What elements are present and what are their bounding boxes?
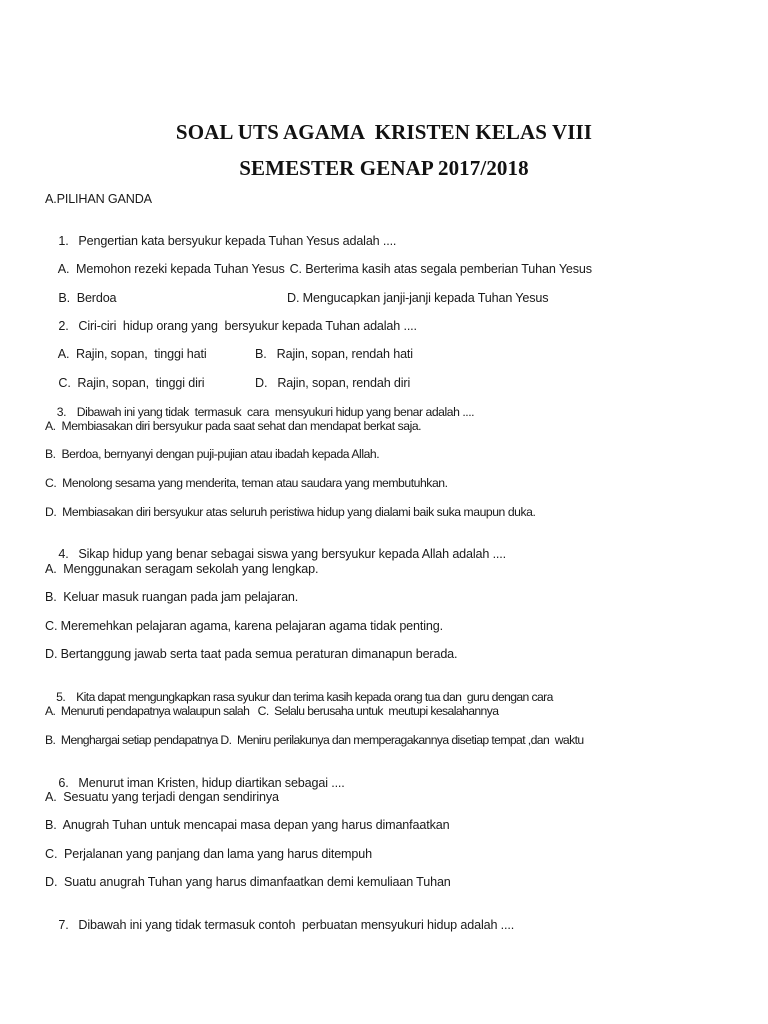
option-c: C. Menolong sesama yang menderita, teman atau saudara yang membutuhkan. <box>45 476 448 490</box>
option-a: A. Rajin, sopan, tinggi hati <box>57 347 207 361</box>
question-text: Pengertian kata bersyukur kepada Tuhan Yesus adalah .... <box>78 234 397 248</box>
question-text: Ciri-ciri hidup orang yang bersyukur kepada Tuhan adalah .... <box>78 319 417 333</box>
option-c: C. Perjalanan yang panjang dan lama yang harus ditempuh <box>45 847 372 861</box>
question-number: 3. <box>56 405 67 419</box>
option-b: B. Keluar masuk ruangan pada jam pelajaran. <box>45 590 299 604</box>
question-text: Menurut iman Kristen, hidup diartikan sebagai .... <box>78 776 345 790</box>
option-b: B. Berdoa, bernyanyi dengan puji-pujian atau ibadah kepada Allah. <box>45 447 380 461</box>
document-subtitle: SEMESTER GENAP 2017/2018 <box>239 156 529 180</box>
option-b: B. Berdoa <box>58 291 117 305</box>
option-d: D. Bertanggung jawab serta taat pada semua peraturan dimanapun berada. <box>45 647 458 661</box>
question-text: Kita dapat mengungkapkan rasa syukur dan terima kasih kepada orang tua dan guru dengan cara <box>76 690 553 704</box>
option-row-b-d: B. Menghargai setiap pendapatnya D. Meniru perilakunya dan memperagakannya disetiap tempat ,dan waktu <box>45 733 584 747</box>
option-b: B. Rajin, sopan, rendah hati <box>255 347 413 361</box>
question-number: 1. <box>58 234 69 248</box>
option-c: C. Meremehkan pelajaran agama, karena pelajaran agama tidak penting. <box>45 619 443 633</box>
question-number: 4. <box>58 547 69 561</box>
question-number: 2. <box>58 319 69 333</box>
option-d: D. Mengucapkan janji-janji kepada Tuhan Yesus <box>287 291 549 305</box>
question-number: 6. <box>58 776 69 790</box>
option-c: C. Rajin, sopan, tinggi diri <box>58 376 205 390</box>
option-c: C. Berterima kasih atas segala pemberian Tuhan Yesus <box>289 262 592 276</box>
option-a: A. Membiasakan diri bersyukur pada saat sehat dan mendapat berkat saja. <box>45 419 422 433</box>
option-a: A. Menggunakan seragam sekolah yang lengkap. <box>45 562 319 576</box>
option-d: D. Suatu anugrah Tuhan yang harus dimanfaatkan demi kemuliaan Tuhan <box>45 875 451 889</box>
document-title: SOAL UTS AGAMA KRISTEN KELAS VIII <box>175 120 593 144</box>
option-row-a-c: A. Menuruti pendapatnya walaupun salah C. Selalu berusaha untuk meutupi kesalahannya <box>45 704 499 718</box>
question-text: Dibawah ini yang tidak termasuk cara mensyukuri hidup yang benar adalah .... <box>76 405 475 419</box>
question-number: 5. <box>56 690 66 704</box>
question-number: 7. <box>58 918 69 932</box>
question-text: Dibawah ini yang tidak termasuk contoh perbuatan mensyukuri hidup adalah .... <box>78 918 515 932</box>
option-a: A. Memohon rezeki kepada Tuhan Yesus <box>57 262 285 276</box>
option-a: A. Sesuatu yang terjadi dengan sendirinya <box>45 790 279 804</box>
option-b: B. Anugrah Tuhan untuk mencapai masa depan yang harus dimanfaatkan <box>45 818 450 832</box>
option-d: D. Membiasakan diri bersyukur atas seluruh peristiwa hidup yang dialami baik suka maupun duka. <box>45 505 536 519</box>
section-heading: A.PILIHAN GANDA <box>45 192 152 206</box>
question-7 <box>45 904 514 946</box>
question-text: Sikap hidup yang benar sebagai siswa yang bersyukur kepada Allah adalah .... <box>78 547 506 561</box>
option-d: D. Rajin, sopan, rendah diri <box>255 376 411 390</box>
